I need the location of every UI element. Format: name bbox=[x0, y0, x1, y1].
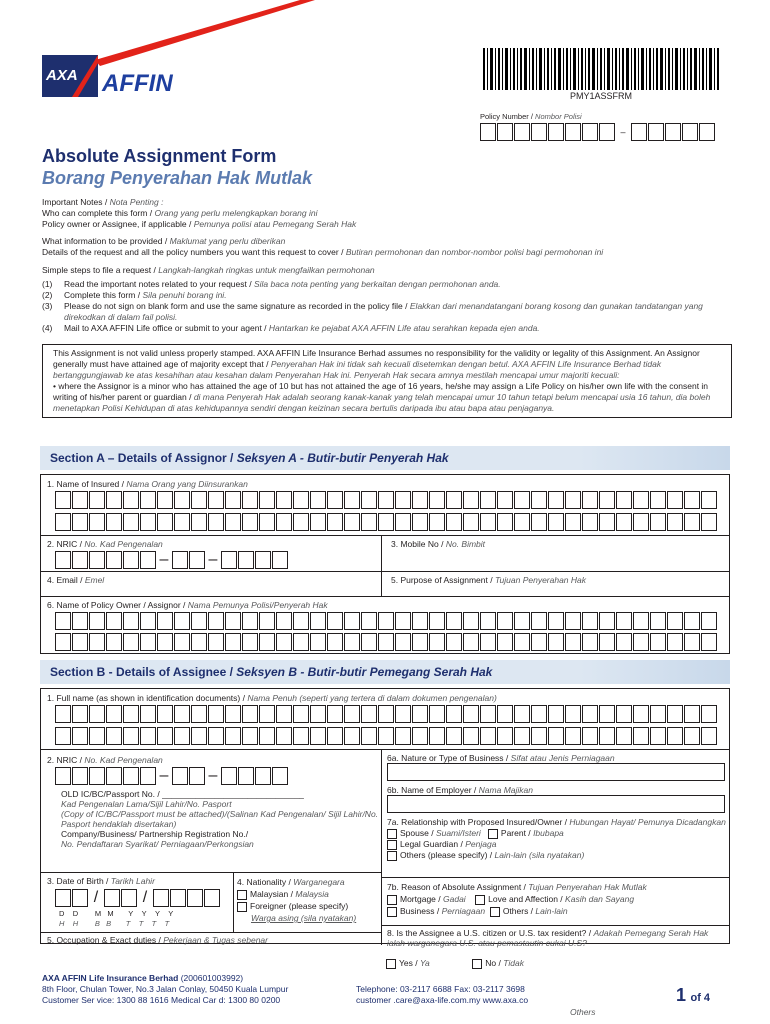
page-number: 1 of 4 bbox=[676, 985, 711, 1005]
no-checkbox[interactable] bbox=[472, 959, 482, 969]
form-title-ms: Borang Penyerahan Hak Mutlak bbox=[42, 168, 313, 188]
dob-input[interactable]: / / bbox=[55, 889, 221, 907]
important-notes: Important Notes / Nota Penting : Who can complete this form / Orang yang perlu melengkapkan borang ini Policy owner or Assignee, if applicable / Pemunya polisi atau Pemegang Serah Hak What information to be provided / Maklumat yang perlu diberikan Details of the request and all the policy numbers you want this request to cover / Butiran permohonan dan nombor-nombor polisi bagi permohonan ini Simple steps to file a request / Langkah-langkah ringkas untuk mengfailkan permohonan (1) Read the important notes related to your request / Sila baca nota penting yang berkaitan dengan permohonan anda. (2) Complete this form / Sila penuhi borang ini. (3) Please do not sign on blank form and use the same signature as recorded in the policy file / Elakkan dari menandatangani borang kosong dan gunakan tandatangan yang direkodkan di dalam fail polisi. (4) Mail to AXA AFFIN Life office or submit to your agent / Hantarkan ke pejabat AXA AFFIN Life atau serahkan kepada ejen anda. bbox=[42, 197, 703, 333]
section-b-header: Section B - Details of Assignee / Seksyen B - Butir-butir Pemegang Serah Hak bbox=[40, 660, 730, 684]
assignor-nric-input[interactable]: – – bbox=[55, 551, 289, 569]
owner-name-row-1[interactable] bbox=[55, 612, 718, 630]
section-a-header: Section A – Details of Assignor / Seksyen A - Butir-butir Penyerah Hak bbox=[40, 446, 730, 470]
footer-customer-service: Customer Ser vice: 1300 88 1616 Medical Car d: 1300 80 0200 bbox=[42, 995, 281, 1005]
insured-name-row-2[interactable] bbox=[55, 513, 718, 531]
assignee-name-row-1[interactable] bbox=[55, 705, 718, 723]
insured-name-row-1[interactable] bbox=[55, 491, 718, 509]
business-checkbox[interactable] bbox=[387, 907, 397, 917]
barcode bbox=[483, 48, 720, 90]
policy-number-boxes[interactable]: – bbox=[480, 123, 716, 141]
footer-address: 8th Floor, Chulan Tower, No.3 Jalan Conlay, 50450 Kuala Lumpur bbox=[42, 984, 289, 994]
owner-name-row-2[interactable] bbox=[55, 633, 718, 651]
affin-logo-text: AFFIN bbox=[102, 70, 173, 97]
footer-telephone: Telephone: 03-2117 6688 Fax: 03-2117 3698 bbox=[356, 984, 525, 994]
malaysian-checkbox[interactable] bbox=[237, 890, 247, 900]
guardian-checkbox[interactable] bbox=[387, 840, 397, 850]
barcode-code: PMY1ASSFRM bbox=[570, 91, 633, 101]
mortgage-checkbox[interactable] bbox=[387, 895, 397, 905]
parent-checkbox[interactable] bbox=[488, 829, 498, 839]
foreigner-checkbox[interactable] bbox=[237, 902, 247, 912]
section-a-fields: 1. Name of Insured / Nama Orang yang Diinsurankan 2. NRIC / No. Kad Pengenalan – – 3. Mobile No / No. Bimbit 4. Email / Emel 5. Purpose of Assignment / Tujuan Penyerahan Hak 6. Name of Policy Owner / Assignor / Nama Pemunya Polisi/Penyerah Hak bbox=[40, 474, 730, 654]
section-b-stripe bbox=[580, 660, 730, 684]
us-citizen-options: Yes / Ya No / Tidak bbox=[386, 958, 524, 969]
validity-notice: This Assignment is not valid unless properly stamped. AXA AFFIN Life Insurance Berhad assumes no responsibility for the validity or legality of this Assignment. An Assignor generally must have attained age of majority except that / Penyerahan Hak ini tidak sah kecuali disetemkan dengan betul. AXA AFFIN Life Insurance Berhad tidak bertanggungjawab ke atas kesahihan atau kesahan dalam Penyerahan Hak ini. Penyerah Hak secara amnya mestilah mencapai umur majoriti kecuali: • where the Assignor is a minor who has attained the age of 10 but has not attained the age of 16 years, he/she may assign a Life Policy on his/her own life with the consent in writing of his/her parent or guardian / di mana Penyerah Hak adalah seorang kanak-kanak yang telah mencapai umur 10 tahun tetapi belum mencapai usia 16 tahun, dia boleh menetapkan Polisi Kehidupan di atas kehidupannya sendiri dengan keizinan secara bertulis daripada ibu atau bapa atau penjaganya. bbox=[42, 344, 732, 418]
section-a-stripe bbox=[580, 446, 730, 470]
assignee-nric-input[interactable]: – – bbox=[55, 767, 289, 785]
footer-others: Others bbox=[570, 1007, 596, 1017]
axa-logo: AXA bbox=[42, 55, 98, 97]
employer-input[interactable] bbox=[387, 795, 725, 813]
others-reason-checkbox[interactable] bbox=[490, 907, 500, 917]
footer-email: customer .care@axa-life.com.my www.axa.co bbox=[356, 995, 529, 1005]
business-type-input[interactable] bbox=[387, 763, 725, 781]
spouse-checkbox[interactable] bbox=[387, 829, 397, 839]
love-affection-checkbox[interactable] bbox=[475, 895, 485, 905]
form-title-en: Absolute Assignment Form bbox=[42, 146, 277, 166]
policy-number-label: Policy Number / Nombor Polisi bbox=[480, 112, 582, 121]
footer-company: AXA AFFIN Life Insurance Berhad (200601003992) bbox=[42, 973, 244, 983]
others-relationship-checkbox[interactable] bbox=[387, 851, 397, 861]
section-b-fields: 1. Full name (as shown in identification documents) / Nama Penuh (seperti yang tertera di dalam dokumen pengenalan) 2. NRIC / No. Kad Pengenalan – – OLD IC/BC/Passport No. / ______________________________ Kad Pengenalan Lama/Sijil Lahir/No. Pasport (Copy of IC/BC/Passport must be attached)/(Salinan Kad Pengenalan/ Sijil Lahir/No. Pasport hendaklah disertakan) Company/Business/ Partnership Registration No./ No. Pendaftaran Syarikat/ Perniagaan/Perkongsian 3. Date of Birth / Tarikh Lahir / / D D M M Y Y Y Y H H B B T T T T 4. Nationality / Warganegara Malaysian / Malaysia Foreigner (please specify) Warga asing (sila nyatakan) 5. Occupation & Exact duties / Pekerjaan & Tugas sebenar 6a. Nature or Type of Business / Sifat atau Jenis Perniagaan 6b. Name of Employer / Nama Majikan 7a. Relationship with Proposed Insured/Owner / Hubungan Hayat/ Pemunya Dicadangkan Spouse / Suami/Isteri Parent / Ibubapa Legal Guardian / Penjaga Others (please specify) / Lain-lain (sila nyatakan) 7b. Reason of Absolute Assignment / Tujuan Penyerahan Hak Mutlak Mortgage / Gadai Love and Affection / Kasih dan Sayang Business / Perniagaan Others / Lain-lain 8. Is the Assignee a U.S. citizen or U.S. tax resident? / Adakah Pemegang Serah Hak ialah warganegara U.S. atau pemastautin cukai U.S? bbox=[40, 688, 730, 944]
yes-checkbox[interactable] bbox=[386, 959, 396, 969]
assignee-name-row-2[interactable] bbox=[55, 727, 718, 745]
